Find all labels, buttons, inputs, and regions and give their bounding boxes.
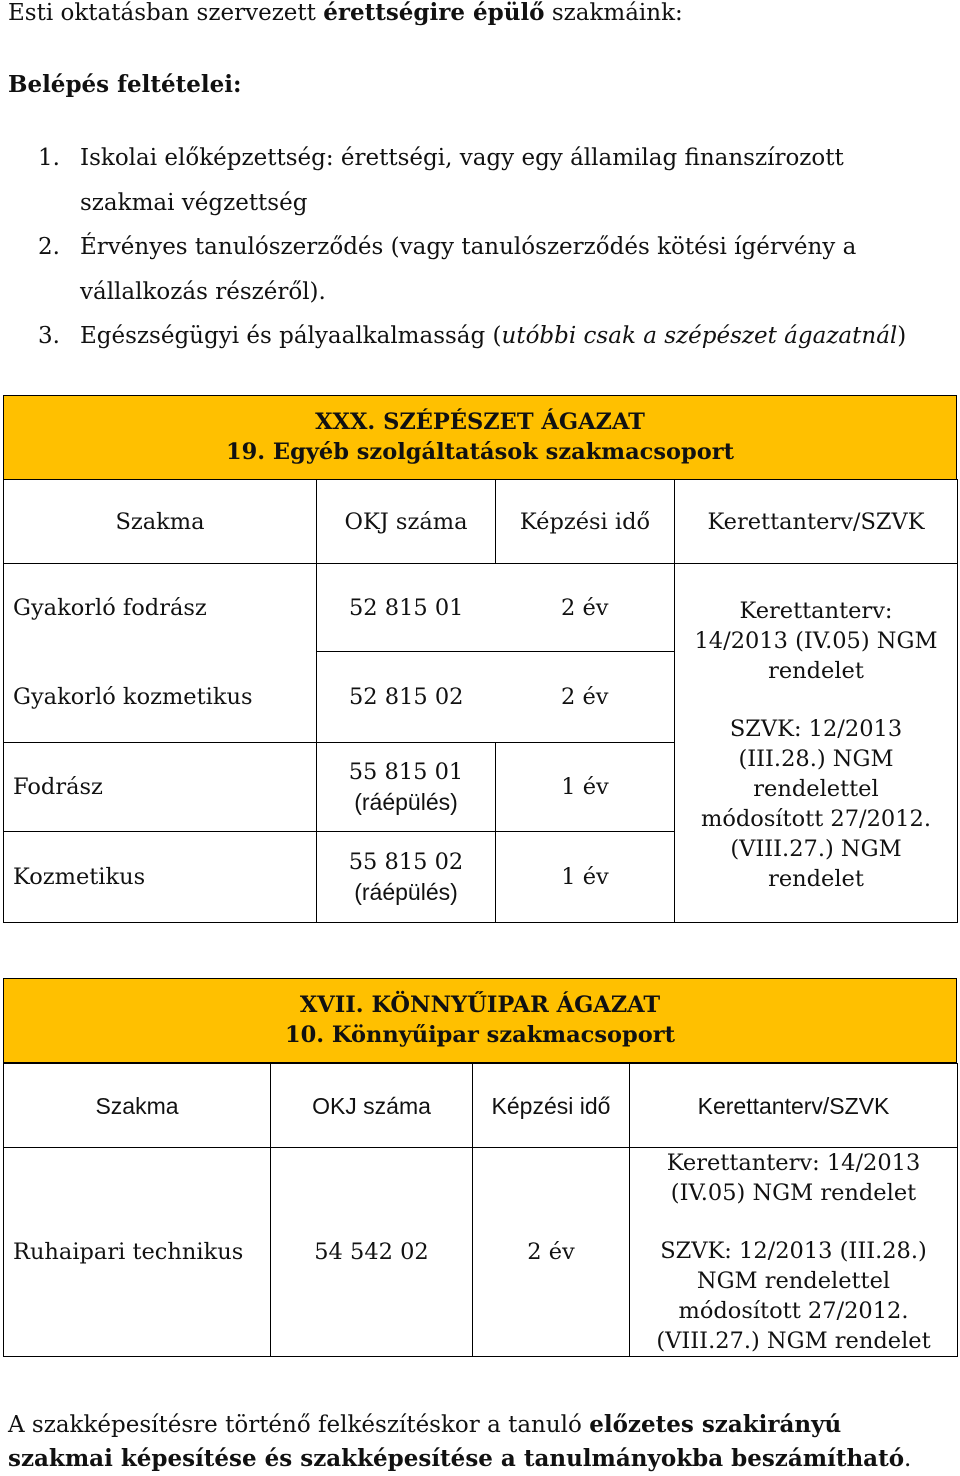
kerettanterv-line: Kerettanterv: 14/2013 — [666, 1150, 921, 1176]
requirement-line: Érvényes tanulószerződés (vagy tanulószerződés kötési ígérvény a — [80, 234, 857, 260]
column-header-ido: Képzési idő — [473, 1064, 630, 1148]
kerettanterv-line: (IV.05) NGM rendelet — [670, 1180, 917, 1206]
footer-note — [8, 1408, 953, 1476]
section1-body-table — [3, 563, 958, 923]
footer-text-a: A szakképesítésre történő felkészítéskor a tanuló — [8, 1412, 590, 1438]
cell-okj: 52 815 02 — [317, 652, 496, 743]
cell-kerettanterv-szvk — [675, 564, 958, 923]
requirement-item-2 — [38, 225, 918, 314]
requirements-list — [38, 136, 918, 359]
requirement-text-c: ) — [897, 323, 907, 349]
section-title: XXX. SZÉPÉSZET ÁGAZAT — [315, 409, 645, 435]
column-header-szakma: Szakma — [4, 480, 317, 564]
szvk-line: rendelet — [768, 866, 864, 892]
cell-ido: 1 év — [496, 832, 675, 923]
intro-text-bold: érettségire épülő — [323, 0, 545, 26]
kerettanterv-line: Kerettanterv: — [739, 598, 893, 624]
requirement-line: szakmai végzettség — [80, 189, 308, 216]
szvk-line: SZVK: 12/2013 (III.28.) — [660, 1238, 927, 1264]
column-header-ido: Képzési idő — [496, 480, 675, 564]
requirement-line: Iskolai előképzettség: érettségi, vagy egy államilag finanszírozott — [80, 145, 844, 171]
cell-ido: 2 év — [496, 652, 675, 743]
requirement-text-italic: utóbbi csak a szépészet ágazatnál — [501, 323, 898, 349]
section-subtitle: 10. Könnyűipar szakmacsoport — [284, 1022, 676, 1048]
cell-ido: 2 év — [496, 564, 675, 652]
table-row — [4, 1148, 958, 1357]
requirement-item-1 — [38, 136, 918, 225]
requirement-line — [80, 314, 918, 359]
column-header-kerettanterv: Kerettanterv/SZVK — [630, 1064, 958, 1148]
requirement-number: 1. — [38, 145, 60, 171]
cell-szakma: Gyakorló kozmetikus — [4, 652, 317, 743]
szvk-line: (VIII.27.) NGM — [730, 836, 902, 862]
cell-okj: 52 815 01 — [317, 564, 496, 652]
cell-szakma: Fodrász — [4, 743, 317, 832]
requirement-item-3 — [38, 314, 918, 359]
szvk-line: NGM rendelettel — [696, 1268, 891, 1294]
szvk-line: módosított 27/2012. — [678, 1298, 909, 1324]
cell-ido: 1 év — [496, 743, 675, 832]
section-konnyuipar-header — [3, 978, 957, 1063]
szvk-line: (VIII.27.) NGM rendelet — [656, 1328, 931, 1354]
intro-text-c: szakmáink: — [544, 0, 683, 26]
section-subtitle: 19. Egyéb szolgáltatások szakmacsoport — [225, 439, 735, 465]
okj-note: (ráépülés) — [354, 789, 458, 815]
intro-text-a: Esti oktatásban szervezett — [8, 0, 324, 26]
kerettanterv-line: rendelet — [768, 658, 864, 684]
cell-szakma: Kozmetikus — [4, 832, 317, 923]
kerettanterv-line: 14/2013 (IV.05) NGM — [694, 628, 938, 654]
okj-number: 55 815 01 — [348, 759, 464, 785]
column-header-szakma: Szakma — [4, 1064, 271, 1148]
cell-okj: 54 542 02 — [271, 1148, 473, 1357]
cell-ido: 2 év — [473, 1148, 630, 1357]
requirements-title: Belépés feltételei: — [8, 71, 242, 98]
section2-table — [3, 1063, 958, 1357]
szvk-line: SZVK: 12/2013 — [729, 716, 903, 742]
szvk-line: (III.28.) NGM — [738, 746, 894, 772]
okj-number: 55 815 02 — [348, 849, 464, 875]
column-header-okj: OKJ száma — [271, 1064, 473, 1148]
section1-header-table — [3, 479, 958, 564]
column-header-kerettanterv: Kerettanterv/SZVK — [675, 480, 958, 564]
requirement-line: vállalkozás részéről). — [80, 278, 326, 305]
requirement-number: 2. — [38, 234, 60, 260]
cell-okj — [317, 743, 496, 832]
requirement-text-a: Egészségügyi és pályaalkalmasság ( — [80, 323, 502, 349]
szvk-line: módosított 27/2012. — [700, 806, 932, 832]
section-szepeszet-header — [3, 395, 957, 480]
section-title: XVII. KÖNNYŰIPAR ÁGAZAT — [299, 992, 661, 1018]
cell-kerettanterv-szvk — [630, 1148, 958, 1357]
cell-szakma: Ruhaipari technikus — [4, 1148, 271, 1357]
intro-text — [8, 0, 683, 28]
table-row — [4, 564, 958, 652]
cell-szakma: Gyakorló fodrász — [4, 564, 317, 652]
requirement-number: 3. — [38, 323, 60, 349]
footer-text-bold: előzetes szakirányú szakmai képesítése és szakképesítése a tanulmányokba beszámítható — [8, 1411, 905, 1472]
footer-text-c: . — [904, 1446, 912, 1472]
szvk-line: rendelettel — [753, 776, 879, 802]
cell-okj — [317, 832, 496, 923]
column-header-okj: OKJ száma — [317, 480, 496, 564]
okj-note: (ráépülés) — [354, 879, 458, 905]
